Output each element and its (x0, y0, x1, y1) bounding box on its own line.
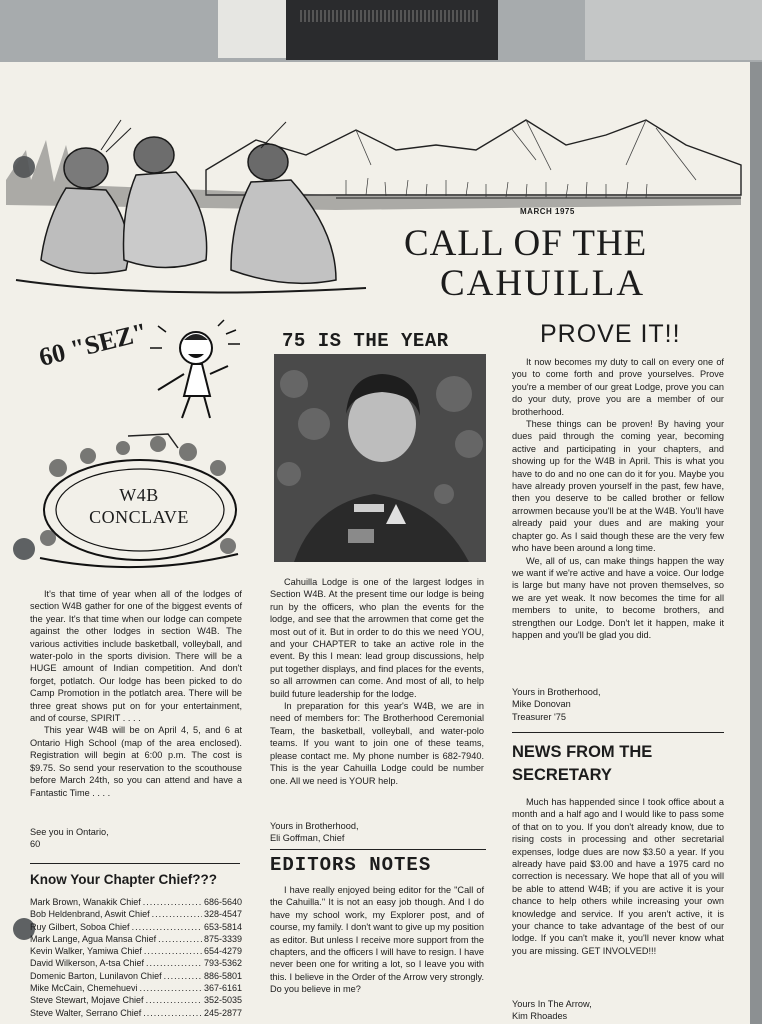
chief-phone: 793-5362 (203, 958, 242, 969)
list-item (30, 982, 242, 994)
leader-dots (158, 933, 202, 945)
list-item (30, 957, 242, 969)
prove-it-body (512, 356, 724, 641)
signoff-line: Yours in Brotherhood, (270, 821, 359, 831)
chapter-chief-heading: Know Your Chapter Chief??? (30, 872, 217, 887)
list-item (30, 994, 242, 1006)
backdrop-card (218, 0, 288, 58)
prove-it-heading: PROVE IT!! (540, 320, 681, 348)
leader-dots (144, 945, 202, 957)
conclave-article-body (30, 588, 242, 799)
chief-phone: 352-5035 (203, 995, 242, 1006)
chief-name: Mike McCain, Chemehuevi (30, 983, 138, 994)
chief-phone: 686-5640 (203, 897, 242, 907)
conclave-paragraph: This year W4B will be on April 4, 5, and 6 at Ontario High School (map of the area enclosed). Registration will begin at 6:00 p.m. The cost is $9.75. So send your reservation to the scouthouse before March 24th, so you can attend and have a Fantastic Time . . . . (30, 725, 242, 798)
chief-phone: 654-4279 (203, 946, 242, 957)
list-item (30, 908, 242, 920)
list-item (30, 921, 242, 933)
cartoon-character-illustration (148, 318, 248, 428)
leader-dots (146, 957, 202, 969)
signoff-name: Mike Donovan (512, 699, 571, 710)
chief-name: Steve Stewart, Mojave Chief (30, 995, 144, 1006)
prove-paragraph: These things can be proven! By having your dues paid through the coming year, becoming active and participating in your chapters, and showing up for the W4B in April. This is what you have to do and no one can do it for you. Maybe you have already proven yourself in the past, few have, then you deserve to be called brother or fellow arrowmen because you'll be at the W4B. You'll have already paid your dues and are making your chapter go. As I said though these are the very few who have been around a long time. (512, 419, 724, 554)
list-item (30, 970, 242, 982)
leader-dots (143, 1007, 202, 1019)
chief-name: Ruy Gilbert, Soboa Chief (30, 921, 130, 932)
signoff-name: Kim Rhoades (512, 1011, 568, 1022)
chief-phone: 653-5814 (203, 921, 242, 932)
chief-name: Kevin Walker, Yamiwa Chief (30, 946, 142, 957)
leader-dots (143, 896, 202, 908)
news-paragraph: Much has happended since I took office about a month and a half ago and I would like to pass some of that on to you. If you don't already know, due to rising costs in processing and other secretarial expenses, lodge dues are now $3.50 a year. If you already have paid $3.00 and have a 1975 card no correction is necessary. We hope that all of you will be able to attend W4B; if you are active it is your chance to help others while increasing your own knowledge and service. If you aren't active, it is your chance to take advantage of the best of our lodge. If you can't make it, you'll never know what you are missing. GET INVOLVED!!! (512, 797, 724, 956)
backdrop-light-panel (585, 0, 762, 60)
list-item (30, 1007, 242, 1019)
section-divider (270, 849, 486, 850)
backdrop-barcode-stripe (300, 10, 480, 22)
secretary-news-body (512, 796, 724, 957)
editors-notes-body (270, 884, 484, 996)
secretary-news-heading: NEWS FROM THE SECRETARY (512, 743, 653, 784)
newsletter-title-line1: CALL OF THE (404, 223, 648, 264)
signoff-title: Treasurer '75 (512, 711, 567, 722)
page-edge (750, 62, 762, 1024)
chief-name: Bob Heldenbrand, Aswit Chief (30, 909, 150, 920)
backdrop-dark-object (286, 0, 498, 60)
chief-name: Domenic Barton, Lunilavon Chief (30, 970, 162, 981)
prove-paragraph: It now becomes my duty to call on every one of you to come forth and prove yourselves. Prove you're a member of our great Lodge, prove you can do your duty, prove you are a member of our brotherhood. (512, 357, 724, 417)
year-article-heading: 75 IS THE YEAR (282, 330, 449, 352)
prove-signoff (512, 686, 601, 723)
chief-name: Steve Walter, Serrano Chief (30, 1007, 142, 1018)
secretary-signoff (512, 998, 592, 1023)
conclave-emblem-text (64, 484, 214, 528)
conclave-signoff (30, 826, 109, 851)
leader-dots (140, 982, 202, 994)
conclave-paragraph: It's that time of year when all of the lodges of section W4B gather for one of the biggest events of the year. It's that time when our lodge can compete against the other lodges in section W4B. The various activities include basketball, volleyball, and water-polo in the sports division. There will be a HUGE amount of Indian competition. And don't forget, potlatch. Our lodge has been picked to do Camp Promotion in the potlatch area. There will be three great shows put on for your entertainment, and of course, SPIRIT . . . . (30, 589, 242, 724)
list-item (30, 896, 242, 908)
list-item (30, 933, 242, 945)
chief-name: Mark Lange, Agua Mansa Chief (30, 933, 157, 944)
leader-dots (132, 921, 202, 933)
section-divider (30, 863, 240, 864)
chief-name: David Wilkerson, A-tsa Chief (30, 958, 145, 969)
section-divider (512, 732, 724, 733)
issue-date: MARCH 1975 (520, 207, 575, 216)
editors-paragraph: I have really enjoyed being editor for the "Call of the Cahuilla." It is not an easy job though. And I do have my school work, my Explorer post, and of course, my family. I don't want to give up my position as editor. But unless I receive more support from the chapters, and the officers I will have to resign. I have never been one for writing a lot, so I leave you with this. I believe in the Order of the Arrow very strongly. Do you believe in me? (270, 885, 485, 995)
signoff-line: Yours In The Arrow, (512, 999, 592, 1009)
signoff-name: 60 (30, 839, 41, 850)
year-signoff (270, 820, 359, 845)
chief-phone: 875-3339 (203, 933, 242, 944)
signoff-name: Eli Goffman, Chief (270, 833, 345, 844)
chief-phone: 367-6161 (203, 983, 242, 994)
chief-phone: 328-4547 (203, 909, 242, 920)
list-item (30, 945, 242, 957)
year-paragraph: Cahuilla Lodge is one of the largest lodges in Section W4B. At the present time our lodge is being run by the officers, who plan the events for the lodge, and see that the arrowmen that come get the most out of it. But in order to do this we need YOU, and your CHAPTER to take an active role in the event. By this I mean: lead group discussions, help put together displays, and find places for the events, so all arrowmen can come. And most of all, to help build future leadership for the lodge. (270, 577, 484, 699)
newsletter-title-line2: CAHUILLA (440, 263, 646, 304)
sez-heading: 60 "SEZ" (36, 317, 151, 372)
chief-name: Mark Brown, Wanakik Chief (30, 897, 141, 907)
leader-dots (152, 908, 202, 920)
prove-paragraph: We, all of us, can make things happen the way we want if we're active and have a voice. Our lodge is large but many have not proven themselves, so we are yet weak. It now becomes the time for all members to unite, to become brothers, and strengthen our Lodge. Don't let it happen, make it happen and you'll be glad you did. (512, 555, 724, 640)
chief-phone: 886-5801 (203, 970, 242, 981)
leader-dots (164, 970, 202, 982)
chapter-chief-list (30, 896, 242, 1019)
signoff-line: See you in Ontario, (30, 827, 109, 837)
year-paragraph: In preparation for this year's W4B, we are in need of members for: The Brotherhood Ceremonial Team, the basketball, volleyball, and water-polo teams. If you want to join one of these teams, please contact me. My phone number is 682-7940. This is the year Cahuilla Lodge could be number one. All we need is YOUR help. (270, 701, 484, 786)
year-article-body (270, 576, 484, 787)
signoff-line: Yours in Brotherhood, (512, 687, 601, 697)
conclave-line2: CONCLAVE (89, 507, 189, 527)
chief-phone: 245-2877 (203, 1007, 242, 1018)
editors-notes-heading: EDITORS NOTES (270, 854, 432, 876)
chief-portrait-photo (274, 354, 486, 562)
conclave-line1: W4B (119, 485, 159, 505)
leader-dots (146, 994, 202, 1006)
